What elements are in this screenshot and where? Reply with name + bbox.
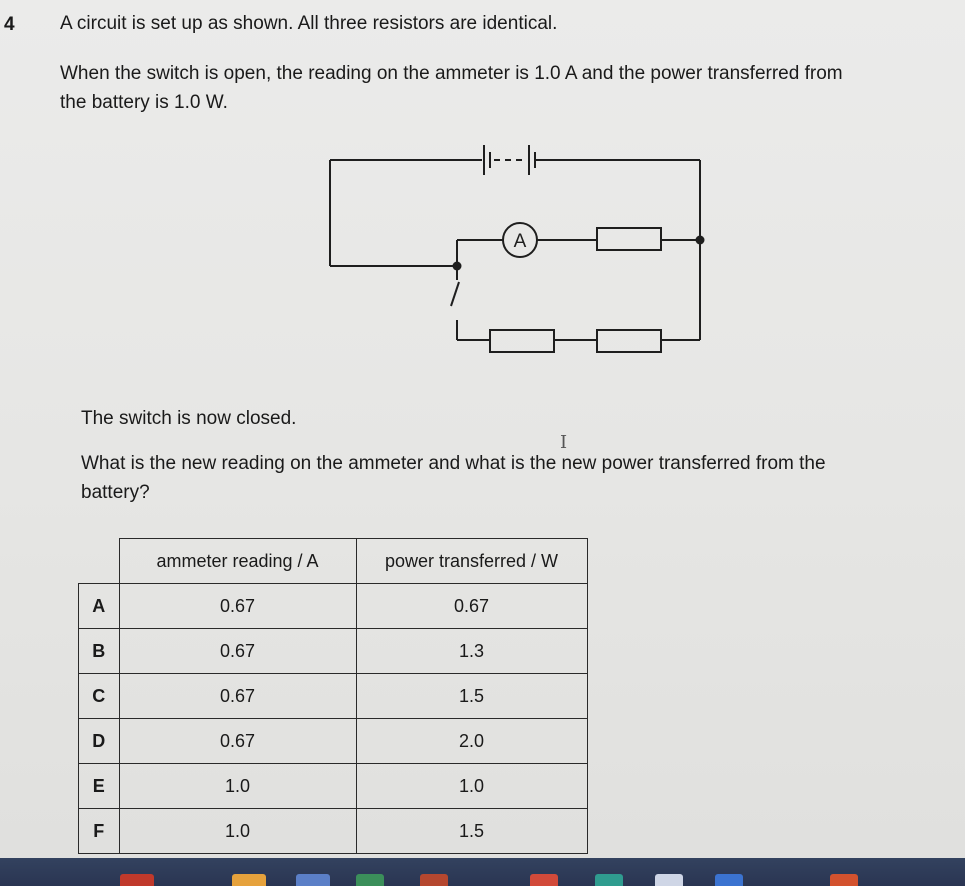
power-value: 1.5	[356, 809, 587, 854]
ammeter-value: 1.0	[119, 809, 356, 854]
table-row[interactable]	[79, 674, 588, 719]
table-row[interactable]	[79, 584, 588, 629]
header-ammeter-reading: ammeter reading / A	[119, 539, 356, 584]
text-cursor-icon: I	[560, 432, 568, 453]
option-letter[interactable]: A	[79, 584, 120, 629]
ask-line-2: battery?	[81, 482, 150, 503]
power-value: 0.67	[356, 584, 587, 629]
taskbar-app-icon-9[interactable]	[715, 874, 743, 886]
resistor-upper	[597, 228, 661, 250]
ammeter-value: 0.67	[119, 674, 356, 719]
taskbar-app-icon-4[interactable]	[356, 874, 384, 886]
table-corner-cell	[79, 539, 120, 584]
ask-line-1: What is the new reading on the ammeter and what is the new power transferred from the	[81, 453, 826, 474]
table-row[interactable]	[79, 629, 588, 674]
table-row[interactable]	[79, 719, 588, 764]
ammeter-value: 0.67	[119, 584, 356, 629]
given-line-1: When the switch is open, the reading on the ammeter is 1.0 A and the power transferred from	[60, 63, 843, 84]
option-letter[interactable]: C	[79, 674, 120, 719]
taskbar-app-icon-10[interactable]	[830, 874, 858, 886]
taskbar-app-icon-7[interactable]	[595, 874, 623, 886]
power-value: 1.0	[356, 764, 587, 809]
header-power-transferred: power transferred / W	[356, 539, 587, 584]
given-line-2: the battery is 1.0 W.	[60, 92, 228, 113]
answer-options-table	[78, 538, 588, 854]
table-row[interactable]	[79, 764, 588, 809]
taskbar-app-icon-5[interactable]	[420, 874, 448, 886]
circuit-diagram	[0, 0, 965, 400]
taskbar-app-icon-3[interactable]	[296, 874, 330, 886]
ammeter-value: 1.0	[119, 764, 356, 809]
table-row[interactable]	[79, 809, 588, 854]
switch-lever	[451, 282, 459, 306]
power-value: 2.0	[356, 719, 587, 764]
taskbar-app-icon-8[interactable]	[655, 874, 683, 886]
question-intro: A circuit is set up as shown. All three resistors are identical.	[60, 13, 558, 34]
power-value: 1.3	[356, 629, 587, 674]
table-header-row	[79, 539, 588, 584]
taskbar	[0, 858, 965, 886]
taskbar-app-icon-2[interactable]	[232, 874, 266, 886]
junction-left	[453, 262, 462, 271]
ammeter-value: 0.67	[119, 719, 356, 764]
switch-closed-text: The switch is now closed.	[81, 408, 297, 429]
ammeter-label: A	[513, 231, 527, 252]
resistor-lower-left	[490, 330, 554, 352]
junction-right	[696, 236, 705, 245]
power-value: 1.5	[356, 674, 587, 719]
taskbar-app-icon-1[interactable]	[120, 874, 154, 886]
option-letter[interactable]: D	[79, 719, 120, 764]
resistor-lower-right	[597, 330, 661, 352]
ammeter-value: 0.67	[119, 629, 356, 674]
question-number: 4	[4, 14, 15, 35]
taskbar-app-icon-6[interactable]	[530, 874, 558, 886]
option-letter[interactable]: F	[79, 809, 120, 854]
option-letter[interactable]: E	[79, 764, 120, 809]
option-letter[interactable]: B	[79, 629, 120, 674]
